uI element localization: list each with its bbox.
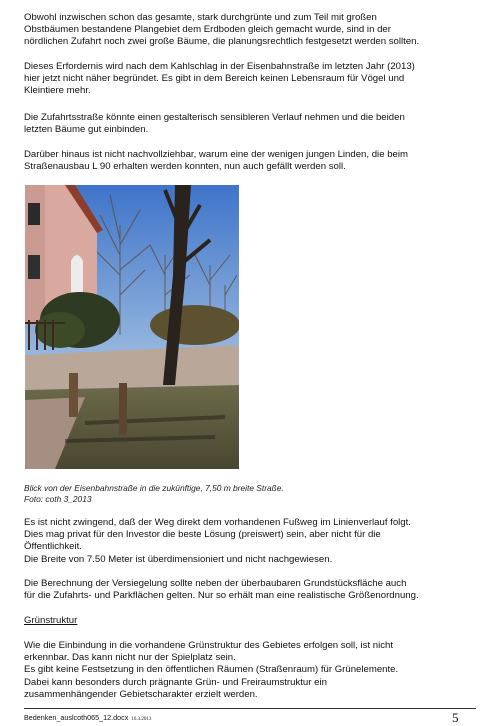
page-number: 5 [452,710,459,725]
text-line: Dieses Erfordernis wird nach dem Kahlschlag in der Eisenbahnstraße im letzten Jahr (2013) [24,61,415,72]
text-line: Wie die Einbindung in die vorhandene Grünstruktur des Gebietes erfolgen soll, ist nicht [24,640,394,651]
text-line: letzten Bäume gut einbinden. [24,124,149,136]
paragraph-path-width [24,517,480,566]
paragraph-access-road [24,112,480,136]
text-line: Obwohl inzwischen schon das gesamte, stark durchgrünte und zum Teil mit großen [24,12,377,23]
text-line: Es ist nicht zwingend, daß der Weg direkt dem vorhandenen Fußweg im Linienverlauf folgt. [24,517,411,528]
text-line: Obstbäumen bestandene Plangebiet dem Erdboden gleich gemacht wurde, sind in der [24,24,391,36]
text-line: Die Breite von 7.50 Meter ist überdimensioniert und nicht nachgewiesen. [24,553,333,565]
text-line: Die Berechnung der Versiegelung sollte neben der überbaubaren Grundstücksfläche auch [24,578,407,589]
text-line: Die Zufahrtsstraße könnte einen gestalterisch sensibleren Verlauf nehmen und die beiden [24,112,405,123]
footer-date: 16.3.2013 [131,717,152,722]
caption-line: Blick von der Eisenbahnstraße in die zukünftige, 7,50 m breite Straße. [24,483,284,493]
footer-filename-text: Bedenken_auslcoth065_12.docx [24,713,129,722]
paragraph-trees-in-access [24,12,480,49]
text-line: Straßenausbau L 90 erhalten werden konnten, nun auch gefällt werden soll. [24,161,346,173]
paragraph-sealing [24,578,480,602]
text-line: hier jetzt nicht näher begründet. Es gibt in dem Bereich keinen Lebensraum für Vögel und [24,73,405,85]
text-line: Öffentlichkeit. [24,541,82,553]
text-line: Dabei kann besonders durch prägnante Grün- und Freiraumstruktur ein [24,676,327,688]
text-line: zusammenhängender Gebietscharakter erzielt werden. [24,688,258,700]
section-heading [24,615,480,627]
photo-caption [24,483,284,505]
paragraph-linden-trees [24,149,480,173]
text-line: Es gibt keine Festsetzung in den öffentlichen Räumen (Straßenraum) für Grünelemente. [24,664,399,676]
heading-text: Grünstruktur [24,615,78,626]
text-line: Darüber hinaus ist nicht nachvollziehbar, warum eine der wenigen jungen Linden, die beim [24,149,408,160]
street-photo [25,185,239,469]
paragraph-green-structure [24,640,480,701]
footer-filename [24,713,151,722]
caption-credit: Foto: coth 3_2013 [24,494,92,504]
paragraph-clearcutting [24,61,480,98]
text-line: Kleintiere mehr. [24,85,91,97]
text-line: erkennbar. Das kann nicht nur der Spielplatz sein. [24,652,236,664]
footer-divider [24,708,476,709]
text-line: Dies mag privat für den Investor die beste Lösung (preiswert) sein, aber nicht für die [24,529,381,541]
text-line: für die Zufahrts- und Parkflächen gelten. Nur so erhält man eine realistische Größenordnung. [24,590,419,602]
text-line: nördlichen Zufahrt noch zwei große Bäume, die planungsrechtlich festgesetzt werden sollten. [24,36,420,48]
